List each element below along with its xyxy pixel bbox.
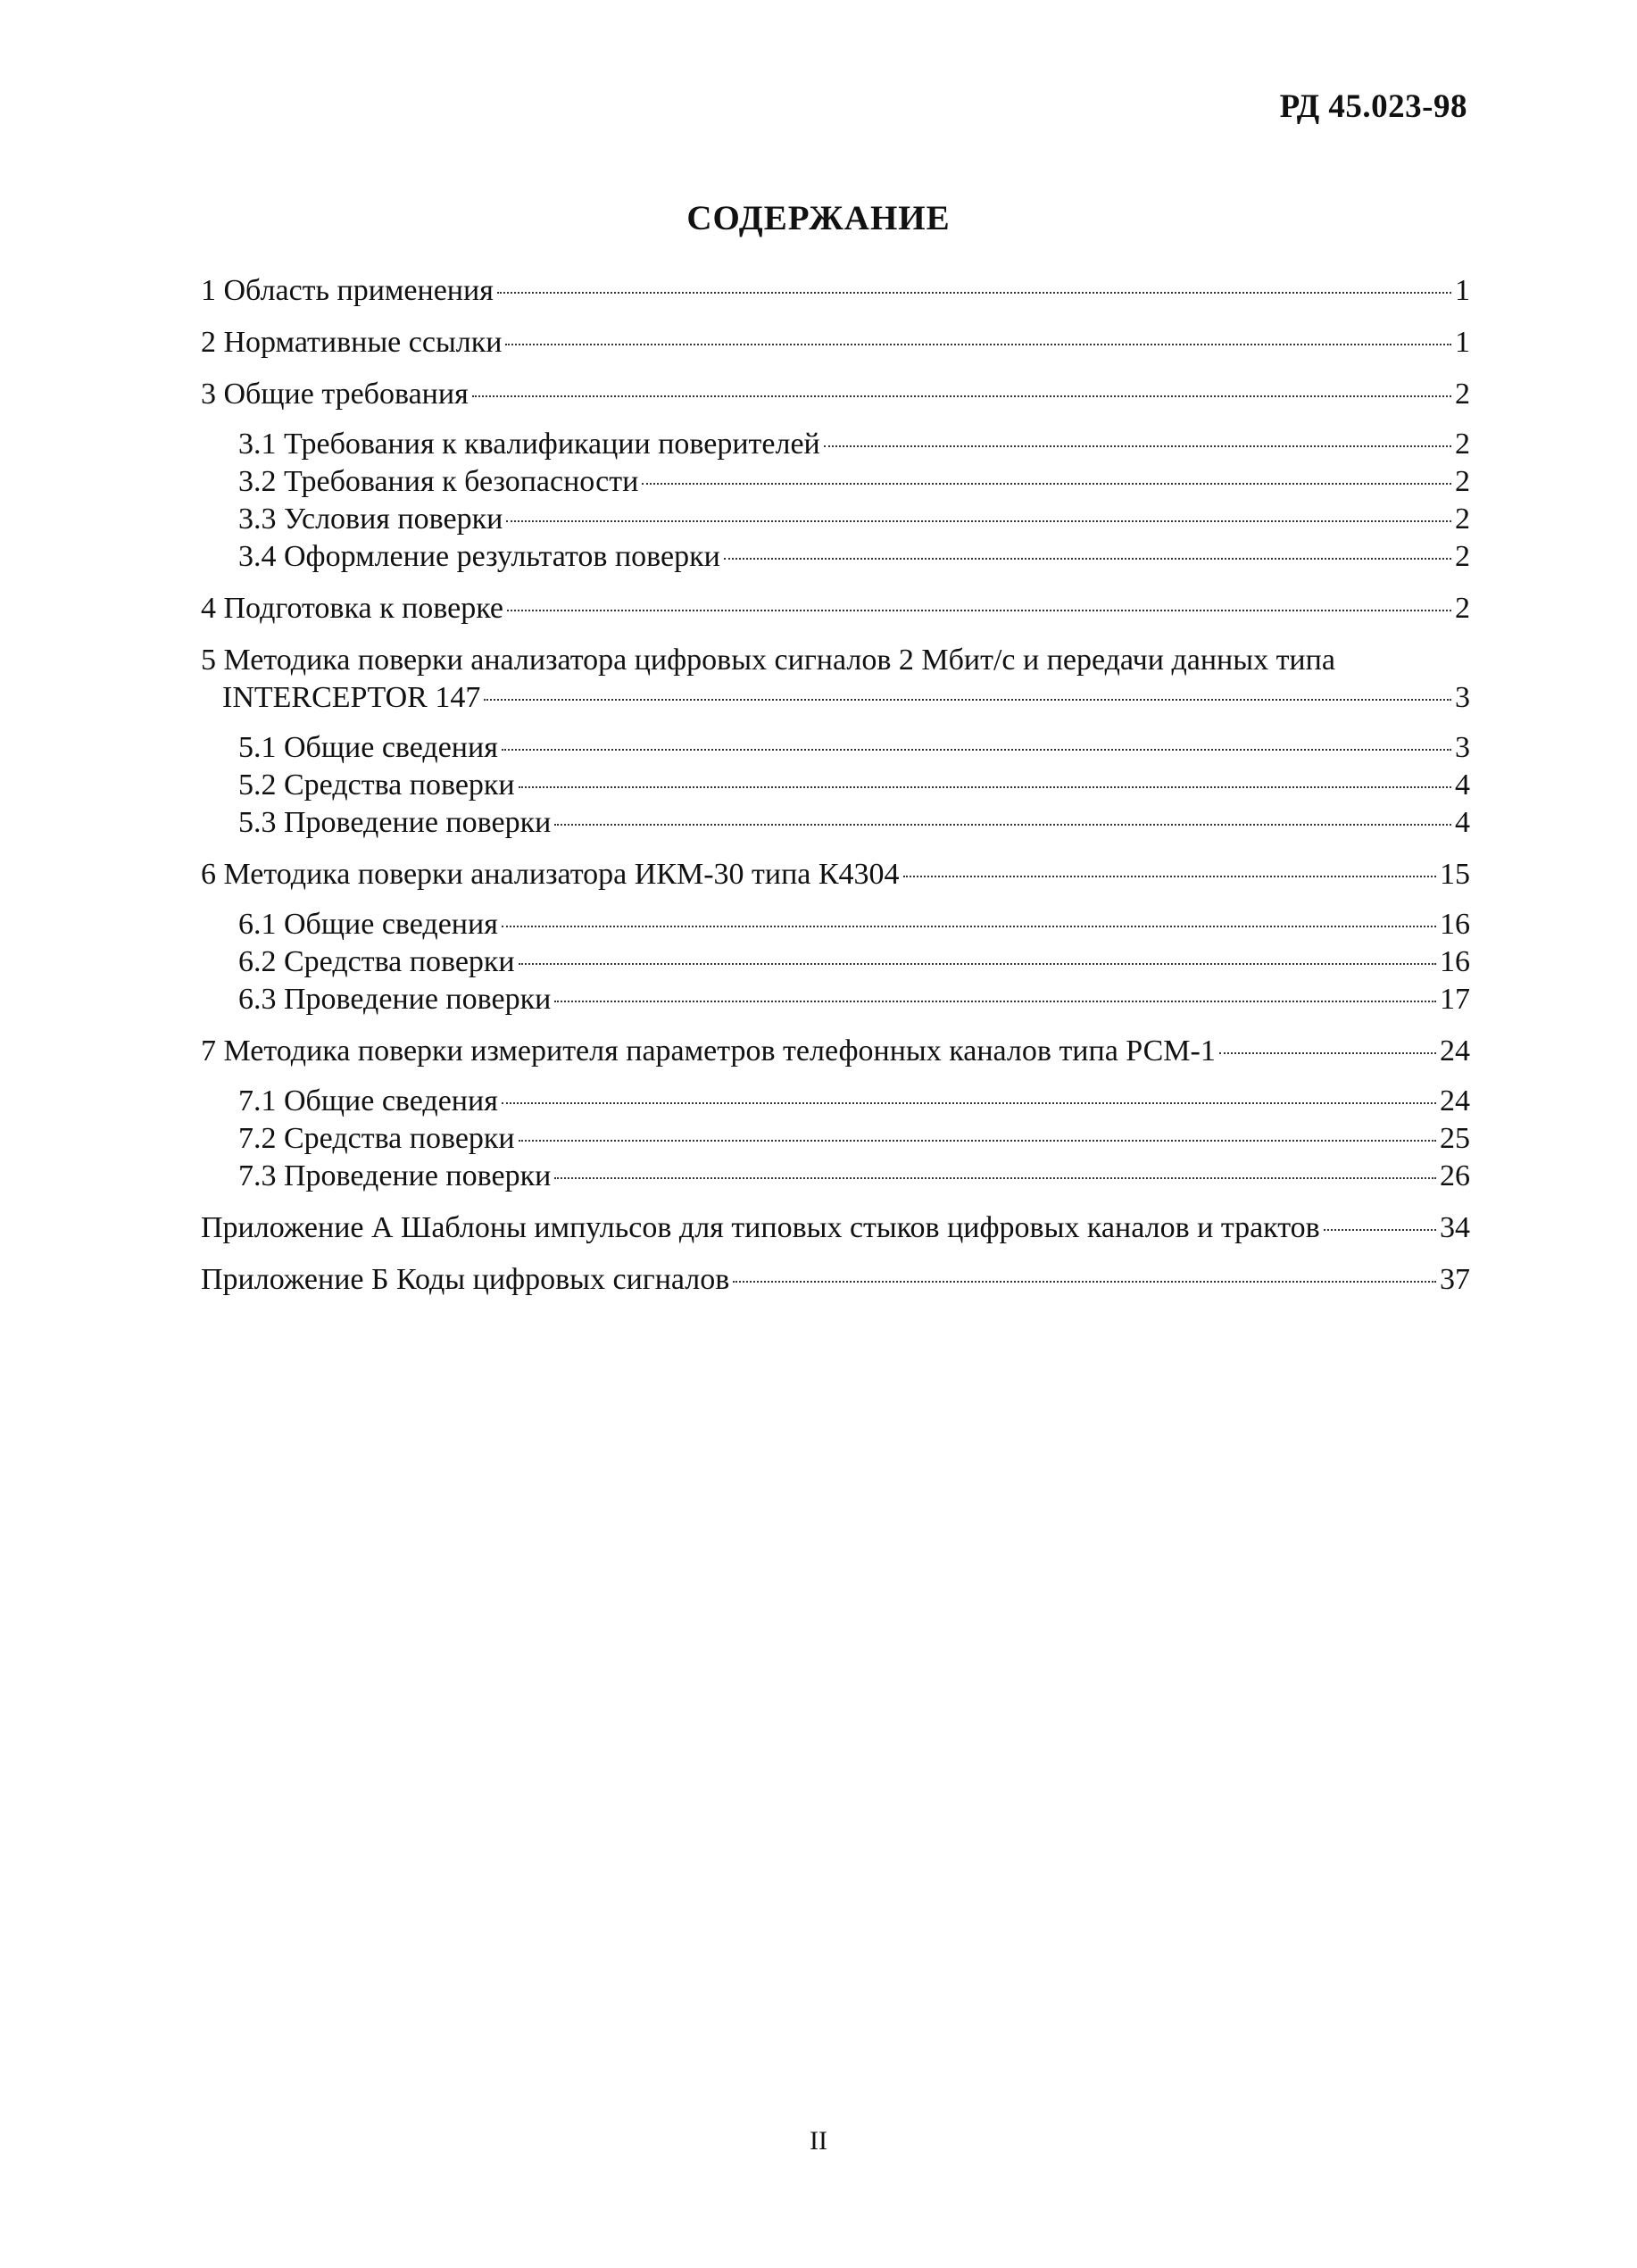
dot-leader [733,1281,1436,1283]
toc-entry-label: 6.1 Общие сведения [238,908,498,941]
toc-entry-page: 16 [1440,908,1470,941]
toc-entry-label: 7.2 Средства поверки [238,1122,515,1155]
toc-entry-label: 6 Методика поверки анализатора ИКМ-30 типа К4304 [201,858,900,891]
toc-entry-page: 24 [1440,1084,1470,1117]
toc-entry-page: 15 [1440,858,1470,891]
toc-entry-label: 7.3 Проведение поверки [238,1159,552,1192]
toc-entry-page: 37 [1440,1263,1470,1296]
toc-entry[interactable] [201,856,1470,893]
dot-leader [642,483,1451,485]
dot-leader [1324,1229,1436,1231]
toc-entry-label: 3.1 Требования к квалификации поверителей [238,428,820,461]
toc-entry[interactable] [201,324,1470,361]
document-code: РД 45.023-98 [1279,88,1467,125]
dot-leader [519,786,1451,788]
toc-subentry[interactable] [201,463,1470,501]
toc-entry-page: 26 [1440,1159,1470,1192]
page-title: СОДЕРЖАНИЕ [686,199,951,237]
toc-entry-page: 34 [1440,1211,1470,1244]
toc-entry-label: 3.3 Условия поверки [238,503,503,536]
dot-leader [554,1001,1436,1002]
toc-entry-page: 3 [1455,731,1470,764]
toc-entry[interactable] [201,1209,1470,1247]
toc-subentry[interactable] [201,501,1470,538]
dot-leader [519,963,1436,965]
toc-entry-label: 6.3 Проведение поверки [238,983,552,1016]
toc-subentry[interactable] [201,981,1470,1018]
toc-subentry[interactable] [201,943,1470,981]
dot-leader [507,610,1451,611]
toc-entry-label: 2 Нормативные ссылки [201,326,503,359]
toc-subentry[interactable] [201,538,1470,576]
toc-entry-label: Приложение А Шаблоны импульсов для типовых стыков цифровых каналов и трактов [201,1211,1320,1244]
toc-subentry[interactable] [201,729,1470,767]
dot-leader [502,926,1436,927]
toc-subentry[interactable] [201,1158,1470,1195]
dot-leader [903,876,1436,877]
toc-entry-label: 7.1 Общие сведения [238,1084,498,1117]
dot-leader [724,558,1451,560]
toc-subentry[interactable] [201,426,1470,463]
toc-entry[interactable] [201,1033,1470,1070]
toc-entry-page: 3 [1455,681,1470,714]
toc-entry-page: 2 [1455,592,1470,625]
toc-entry-label: Приложение Б Коды цифровых сигналов [201,1263,730,1296]
toc-entry-page: 2 [1455,465,1470,498]
toc-entry-page: 1 [1455,274,1470,307]
toc-subentry[interactable] [201,1120,1470,1158]
toc-entry-page: 2 [1455,540,1470,573]
dot-leader [824,445,1451,447]
toc-entry-page: 2 [1455,428,1470,461]
dot-leader [484,699,1451,701]
toc-entry-label: 7 Методика поверки измерителя параметров телефонных каналов типа РСМ-1 [201,1034,1216,1068]
toc-entry[interactable] [201,272,1470,310]
dot-leader [505,344,1451,345]
toc-entry-label-line2: INTERCEPTOR 147 [222,681,481,714]
toc-entry[interactable] [201,376,1470,413]
dot-leader [554,824,1451,826]
dot-leader [554,1177,1436,1179]
toc-entry-label: 5.1 Общие сведения [238,731,498,764]
toc-entry-page: 2 [1455,503,1470,536]
toc-subentry[interactable] [201,906,1470,943]
toc-subentry[interactable] [201,804,1470,842]
toc-entry-page: 1 [1455,326,1470,359]
toc-entry-label: 3.2 Требования к безопасности [238,465,639,498]
toc-entry-page: 4 [1455,768,1470,802]
dot-leader [1219,1052,1436,1054]
toc-entry-page: 2 [1455,378,1470,411]
toc-entry-label: 3 Общие требования [201,378,469,411]
toc-entry-label-line1: 5 Методика поверки анализатора цифровых сигналов 2 Мбит/с и передачи данных типа [201,644,1335,677]
dot-leader [506,520,1451,522]
toc-entry-label: 5.3 Проведение поверки [238,806,552,839]
toc-entry-label: 5.2 Средства поверки [238,768,515,802]
toc-entry-page: 4 [1455,806,1470,839]
toc-entry-page: 24 [1440,1034,1470,1068]
dot-leader [472,395,1451,397]
dot-leader [519,1140,1436,1142]
toc-entry[interactable] [201,590,1470,627]
toc-entry-label: 1 Область применения [201,274,494,307]
toc-entry-label: 3.4 Оформление результатов поверки [238,540,720,573]
toc-entry[interactable] [201,1261,1470,1299]
toc-entry[interactable] [201,642,1470,717]
dot-leader [502,1102,1436,1104]
toc-entry-page: 16 [1440,945,1470,978]
toc-subentry[interactable] [201,1083,1470,1120]
toc-entry-label: 6.2 Средства поверки [238,945,515,978]
toc-entry-label: 4 Подготовка к поверке [201,592,504,625]
toc-subentry[interactable] [201,767,1470,804]
table-of-contents [201,272,1470,1299]
dot-leader [502,749,1451,751]
page-number: II [810,2126,827,2156]
dot-leader [497,292,1451,294]
toc-entry-page: 17 [1440,983,1470,1016]
toc-entry-page: 25 [1440,1122,1470,1155]
